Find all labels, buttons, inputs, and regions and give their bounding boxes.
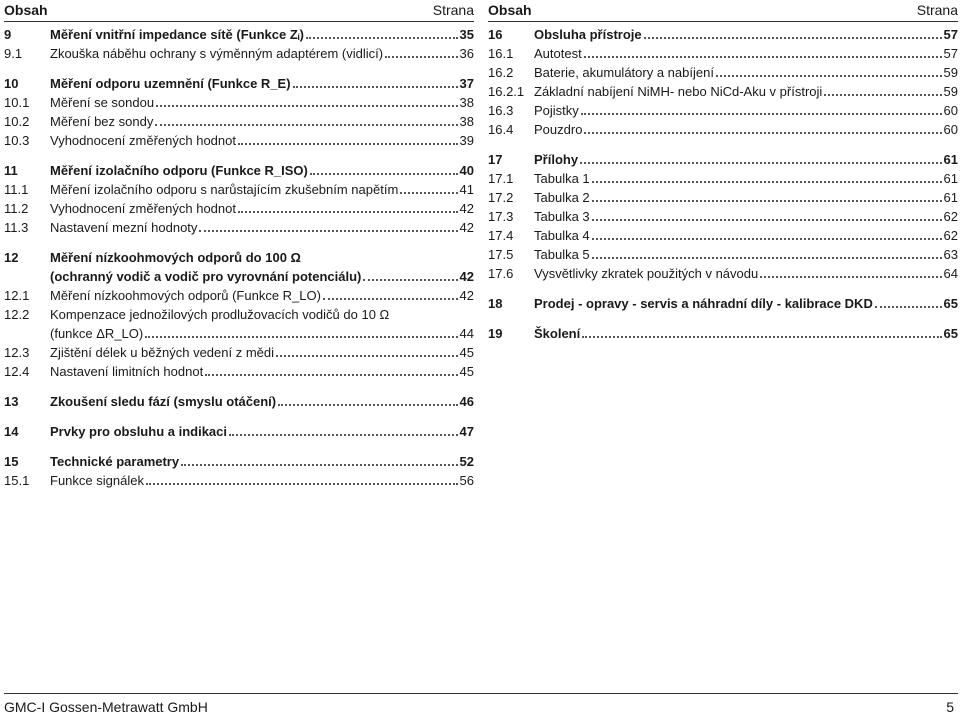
toc-column-right [488, 0, 958, 354]
toc-entry-number: 10.2 [4, 114, 30, 129]
toc-chapter-entry[interactable] [4, 392, 474, 411]
toc-entry-title: Vyhodnocení změřených hodnot [50, 133, 236, 148]
toc-entry-title: Měření nízkoohmových odporů (Funkce R_LO) [50, 288, 321, 303]
toc-entry-page: 62 [943, 209, 958, 224]
toc-entry-page: 40 [459, 163, 474, 178]
toc-entry-page: 61 [943, 152, 958, 167]
toc-entry-title-wrap [534, 294, 944, 313]
toc-section-group [488, 25, 958, 139]
toc-entry-title: Funkce signálek [50, 473, 144, 488]
toc-entry-title: Měření izolačního odporu (Funkce R_ISO) [50, 163, 308, 178]
toc-chapter-entry[interactable] [488, 324, 958, 343]
toc-subsection-entry[interactable] [4, 343, 474, 362]
footer-company: GMC-I Gossen-Metrawatt GmbH [4, 699, 208, 715]
toc-header-right [488, 0, 958, 22]
toc-subsection-entry[interactable] [4, 305, 474, 324]
toc-section-group [488, 294, 958, 313]
toc-header-title: Obsah [4, 2, 48, 18]
toc-dot-leader [205, 374, 457, 376]
toc-entry-page: 42 [459, 220, 474, 235]
toc-dot-leader [592, 219, 942, 221]
toc-entry-title-wrap [50, 343, 460, 362]
toc-subsection-entry[interactable] [488, 44, 958, 63]
toc-entry-page: 38 [459, 95, 474, 110]
toc-entry-title: Vysvětlivky zkratek použitých v návodu [534, 266, 759, 281]
toc-entry-title-wrap [534, 120, 944, 139]
toc-dot-leader [155, 124, 457, 126]
toc-dot-leader [592, 238, 942, 240]
toc-header-page-label: Strana [432, 2, 474, 18]
toc-chapter-entry[interactable] [4, 248, 474, 267]
toc-subsection-entry[interactable] [488, 245, 958, 264]
toc-subsection-entry[interactable] [4, 471, 474, 490]
toc-chapter-entry[interactable] [4, 25, 474, 44]
toc-dot-leader [363, 279, 457, 281]
toc-dot-leader [400, 192, 457, 194]
toc-entry-page: 61 [943, 171, 958, 186]
toc-entry-page: 47 [459, 424, 474, 439]
toc-entry-page: 57 [943, 46, 958, 61]
toc-entry-page: 46 [459, 394, 474, 409]
toc-entry-number: 16.2 [488, 65, 514, 80]
toc-entry-page: 60 [943, 103, 958, 118]
toc-entry-title: Měření bez sondy [50, 114, 154, 129]
toc-entry-title-wrap [534, 245, 944, 264]
toc-dot-leader [229, 434, 458, 436]
toc-dot-leader [716, 75, 942, 77]
toc-entry-number: 12 [4, 250, 19, 265]
toc-section-group [4, 248, 474, 381]
toc-entry-title: Autotest [534, 46, 582, 61]
toc-entry-title: Pojistky [534, 103, 579, 118]
toc-entry-number: 13 [4, 394, 19, 409]
toc-entry-title-wrap [534, 63, 944, 82]
toc-dot-leader [145, 336, 457, 338]
toc-entry-title-wrap [50, 362, 460, 381]
toc-entry-page: 35 [459, 27, 474, 42]
toc-entry-number: 17.1 [488, 171, 514, 186]
toc-entry-number: 16.1 [488, 46, 514, 61]
toc-header-left [4, 0, 474, 22]
toc-entry-title-wrap [50, 112, 460, 131]
toc-section-group [488, 324, 958, 343]
toc-section-group [4, 392, 474, 411]
toc-entry-page: 65 [943, 326, 958, 341]
toc-entry-number: 16.3 [488, 103, 514, 118]
toc-entry-page: 52 [459, 454, 474, 469]
toc-entry-title: Základní nabíjení NiMH- nebo NiCd-Aku v přístroji [534, 84, 823, 99]
toc-entry-title-wrap [534, 169, 944, 188]
toc-entry-page: 44 [459, 326, 474, 341]
toc-entry-title-wrap [50, 131, 460, 150]
toc-entry-title: Baterie, akumulátory a nabíjení [534, 65, 714, 80]
toc-entry-page: 37 [459, 76, 474, 91]
toc-dot-leader [156, 105, 457, 107]
toc-entry-number: 12.1 [4, 288, 30, 303]
toc-entry-page: 60 [943, 122, 958, 137]
toc-entry-page: 62 [943, 228, 958, 243]
toc-entry-number: 17.3 [488, 209, 514, 224]
toc-section-group [4, 452, 474, 490]
toc-subsection-entry[interactable] [4, 362, 474, 381]
toc-entry-number: 17.2 [488, 190, 514, 205]
toc-dot-leader [146, 483, 458, 485]
toc-entry-page: 39 [459, 133, 474, 148]
toc-subsection-entry[interactable] [4, 131, 474, 150]
toc-entry-page: 45 [459, 345, 474, 360]
toc-entry-title: Tabulka 5 [534, 247, 590, 262]
toc-entry-number: 16.4 [488, 122, 514, 137]
toc-dot-leader [276, 355, 458, 357]
toc-subsection-entry[interactable] [488, 169, 958, 188]
toc-entry-title: Zkoušení sledu fází (smyslu otáčení) [50, 394, 277, 409]
toc-chapter-entry[interactable] [4, 452, 474, 471]
toc-entry-page: 59 [943, 84, 958, 99]
toc-dot-leader [581, 113, 942, 115]
toc-subsection-entry[interactable] [488, 101, 958, 120]
toc-entry-number: 9.1 [4, 46, 23, 61]
toc-entry-number: 12.2 [4, 307, 30, 322]
toc-entry-title-wrap [534, 188, 944, 207]
toc-entry-title-wrap [50, 25, 460, 44]
toc-subsection-entry[interactable] [4, 44, 474, 63]
toc-entry-title-wrap [50, 161, 460, 180]
toc-dot-leader [592, 257, 942, 259]
toc-entry-title-wrap [50, 218, 460, 237]
toc-dot-leader [310, 173, 458, 175]
toc-entry-number: 16 [488, 27, 503, 42]
toc-section-group [4, 25, 474, 63]
toc-entry-number: 10.1 [4, 95, 30, 110]
toc-entry-number: 10.3 [4, 133, 30, 148]
toc-entry-title: Přílohy [534, 152, 579, 167]
toc-entry-number: 15 [4, 454, 19, 469]
toc-entry-page: 57 [943, 27, 958, 42]
toc-entry-title-wrap [534, 207, 944, 226]
toc-entry-number: 16.2.1 [488, 84, 525, 99]
toc-entry-number: 17 [488, 152, 503, 167]
toc-entry-number: 14 [4, 424, 19, 439]
toc-dot-leader [760, 276, 941, 278]
toc-entry-page: 41 [459, 182, 474, 197]
toc-entry-title-wrap [50, 199, 460, 218]
toc-entry-title: (funkce ΔR_LO) [50, 326, 144, 341]
toc-entry-title-wrap [50, 93, 460, 112]
toc-entry-title-wrap [50, 180, 460, 199]
toc-entry-title: Zjištění délek u běžných vedení z mědi [50, 345, 275, 360]
toc-dot-leader [238, 211, 458, 213]
toc-dot-leader [181, 464, 457, 466]
toc-entry-title: Tabulka 2 [534, 190, 590, 205]
toc-entry-title-wrap [534, 44, 944, 63]
toc-dot-leader [584, 132, 941, 134]
toc-entry-title-wrap [50, 74, 460, 93]
toc-entries-left [4, 25, 474, 490]
toc-subsection-entry[interactable] [4, 286, 474, 305]
toc-entry-title: Měření se sondou [50, 95, 155, 110]
toc-subsection-entry[interactable] [488, 63, 958, 82]
toc-entry-title: Měření nízkoohmových odporů do 100 Ω [50, 250, 301, 265]
toc-entry-title: Vyhodnocení změřených hodnot [50, 201, 236, 216]
toc-entry-number: 17.5 [488, 247, 514, 262]
toc-entry-title: (ochranný vodič a vodič pro vyrovnání potenciálu) [50, 269, 362, 284]
toc-entry-title: Kompenzace jednožilových prodlužovacích vodičů do 10 Ω [50, 307, 390, 322]
toc-section-group [4, 74, 474, 150]
toc-dot-leader [199, 230, 457, 232]
toc-entry-page: 45 [459, 364, 474, 379]
toc-subsection-entry[interactable] [488, 207, 958, 226]
toc-entry-number: 12.3 [4, 345, 30, 360]
toc-entry-title: Technické parametry [50, 454, 180, 469]
toc-dot-leader [323, 298, 458, 300]
toc-entry-number: 11.1 [4, 182, 29, 197]
toc-entry-page: 38 [459, 114, 474, 129]
toc-entry-title-wrap [50, 392, 460, 411]
toc-chapter-entry[interactable] [4, 422, 474, 441]
toc-entry-title-wrap [50, 286, 460, 305]
toc-section-group [488, 150, 958, 283]
toc-entry-title-wrap [534, 150, 944, 169]
toc-entry-title-wrap [50, 452, 460, 471]
toc-entry-title: Obsluha přístroje [534, 27, 642, 42]
toc-entry-page: 42 [459, 288, 474, 303]
toc-subsection-entry[interactable] [4, 180, 474, 199]
toc-entry-page: 42 [459, 201, 474, 216]
toc-dot-leader [306, 37, 458, 39]
toc-subsection-entry[interactable] [4, 112, 474, 131]
toc-chapter-entry[interactable] [488, 150, 958, 169]
toc-entry-page: 64 [943, 266, 958, 281]
toc-entry-title-wrap [50, 324, 460, 343]
toc-dot-leader [592, 181, 942, 183]
toc-section-group [4, 161, 474, 237]
toc-entry-title-wrap [534, 324, 944, 343]
toc-dot-leader [582, 336, 941, 338]
toc-subsection-entry[interactable] [4, 93, 474, 112]
toc-entry-number: 11 [4, 163, 18, 178]
toc-dot-leader [584, 56, 942, 58]
toc-entry-title-wrap [50, 248, 474, 267]
toc-entry-title: Pouzdro [534, 122, 583, 137]
toc-chapter-entry[interactable] [4, 161, 474, 180]
toc-entry-title: Měření izolačního odporu s narůstajícím zkušebním napětím [50, 182, 399, 197]
toc-column-left [4, 0, 474, 501]
toc-chapter-entry[interactable] [4, 74, 474, 93]
toc-dot-leader [644, 37, 942, 39]
toc-entry-title-wrap [50, 471, 460, 490]
toc-entry-number: 19 [488, 326, 503, 341]
toc-entry-title: Školení [534, 326, 581, 341]
toc-dot-leader [385, 56, 457, 58]
toc-dot-leader [580, 162, 941, 164]
toc-entry-title: Tabulka 4 [534, 228, 590, 243]
toc-entry-page: 63 [943, 247, 958, 262]
toc-entry-number: 18 [488, 296, 503, 311]
toc-entry-title: Prodej - opravy - servis a náhradní díly - kalibrace DKD [534, 296, 873, 311]
toc-header-title: Obsah [488, 2, 532, 18]
toc-entry-number: 11.2 [4, 201, 29, 216]
toc-entry-number: 11.3 [4, 220, 29, 235]
toc-entry-title: Prvky pro obsluhu a indikaci [50, 424, 227, 439]
toc-entry-number: 17.6 [488, 266, 514, 281]
toc-entry-page: 65 [943, 296, 958, 311]
toc-subsection-entry[interactable] [4, 199, 474, 218]
toc-entry-title: Měření vnitřní impedance sítě (Funkce Zᵢ) [50, 27, 304, 42]
toc-header-page-label: Strana [916, 2, 958, 18]
toc-entry-page: 59 [943, 65, 958, 80]
toc-entry-title: Zkouška náběhu ochrany s výměnným adaptérem (vidlicí) [50, 46, 384, 61]
toc-entry-page: 61 [943, 190, 958, 205]
toc-entry-number: 9 [4, 27, 12, 42]
toc-entry-number: 12.4 [4, 364, 30, 379]
toc-subsection-entry[interactable] [4, 218, 474, 237]
toc-entry-title-wrap [534, 82, 944, 101]
footer-page-number: 5 [946, 699, 954, 715]
toc-entry-number: 17.4 [488, 228, 514, 243]
toc-dot-leader [824, 94, 941, 96]
toc-entry-title-wrap [50, 305, 474, 324]
toc-subsection-entry[interactable] [488, 120, 958, 139]
toc-entry-number: 15.1 [4, 473, 30, 488]
toc-entry-title: Tabulka 1 [534, 171, 590, 186]
toc-entry-title-wrap [534, 25, 944, 44]
toc-dot-leader [278, 404, 457, 406]
toc-entry-title-wrap [534, 101, 944, 120]
toc-subsection-entry[interactable] [4, 324, 474, 343]
toc-section-group [4, 422, 474, 441]
toc-dot-leader [875, 306, 942, 308]
toc-entry-page: 56 [459, 473, 474, 488]
toc-dot-leader [592, 200, 942, 202]
toc-chapter-entry[interactable] [4, 267, 474, 286]
toc-entry-title-wrap [50, 267, 460, 286]
toc-subsection-entry[interactable] [488, 188, 958, 207]
toc-entry-title-wrap [50, 44, 460, 63]
toc-subsection-entry[interactable] [488, 82, 958, 101]
toc-subsection-entry[interactable] [488, 264, 958, 283]
toc-entry-title-wrap [50, 422, 460, 441]
footer-divider [4, 693, 958, 694]
toc-chapter-entry[interactable] [488, 25, 958, 44]
toc-entry-title: Měření odporu uzemnění (Funkce R_E) [50, 76, 291, 91]
toc-entry-title: Nastavení mezní hodnoty [50, 220, 198, 235]
toc-entry-number: 10 [4, 76, 19, 91]
toc-entry-title: Nastavení limitních hodnot [50, 364, 204, 379]
toc-chapter-entry[interactable] [488, 294, 958, 313]
toc-entry-title-wrap [534, 226, 944, 245]
toc-dot-leader [238, 143, 458, 145]
toc-entry-page: 36 [459, 46, 474, 61]
toc-entry-title-wrap [534, 264, 944, 283]
toc-subsection-entry[interactable] [488, 226, 958, 245]
toc-dot-leader [293, 86, 458, 88]
toc-entry-title: Tabulka 3 [534, 209, 590, 224]
toc-entry-page: 42 [459, 269, 474, 284]
toc-entries-right [488, 25, 958, 343]
